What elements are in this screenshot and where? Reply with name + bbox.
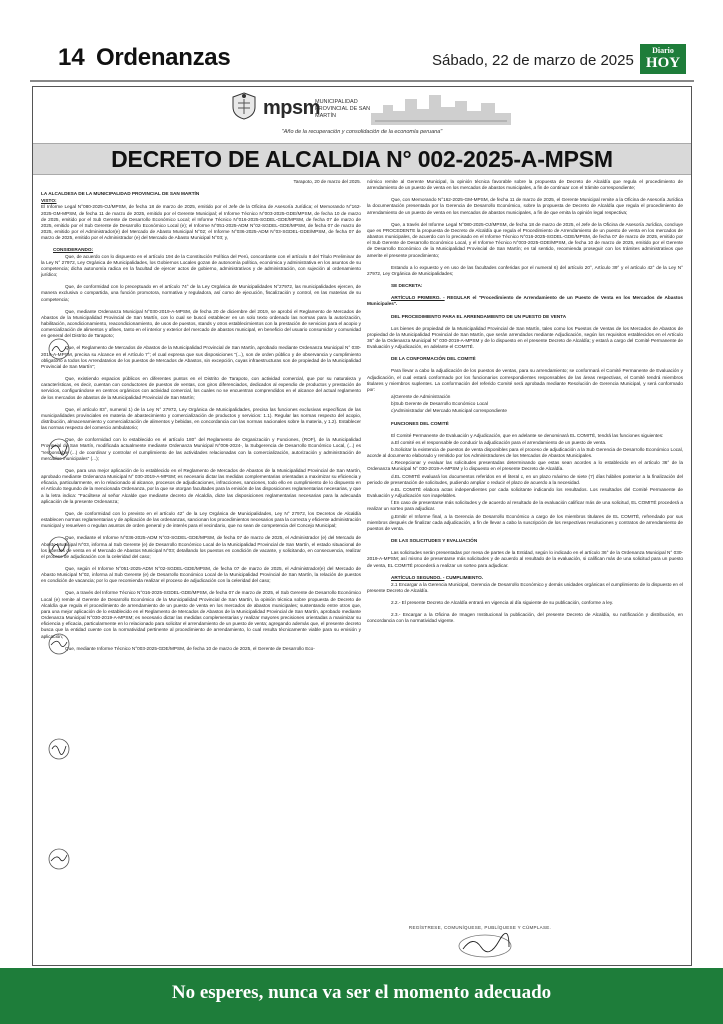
section-title: Ordenanzas xyxy=(96,44,231,71)
decree-title: DECRETO DE ALCALDIA N° 002-2025-A-MPSM xyxy=(111,146,613,172)
date-line: Tarapoto, 20 de marzo del 2025. xyxy=(293,179,361,184)
right-column xyxy=(367,179,683,631)
decree-notice xyxy=(32,86,692,966)
visto-label: VISTO: xyxy=(41,198,57,204)
title-band xyxy=(33,143,691,175)
list-item: b.Solicitar la existencia de puestos de venta disponibles para el proceso de adjudicación a la Sub Gerencia de Desarrollo Económico Local, acorde al documento elaborado y remitido por los Administradores de los Mercados de Abastos Municipales. xyxy=(367,447,683,459)
logo-main-text: HOY xyxy=(645,55,681,71)
paragraph: Que, de conformidad con lo previsto en el artículo 42° de la Ley Orgánica de Municipalidades, Ley N° 27972, los Decretos de Alcaldía establecen normas reglamentarias y de aplicación de las ordenanzas, sancionan los procedimientos necesarios para la correcta y eficiente administración municipal y resuelven o regulan asuntos de orden general y de interés para el vecindario, que no sean de competencia del Concejo Municipal; xyxy=(41,510,361,529)
paragraph: Que, a través del Informe Técnico N°016-2025-SGDEL-GDE/MPSM, de fecha 07 de marzo de 2025, el Sub Gerente de Desarrollo Económico Local (e) remite al Gerente de Desarrollo Económico de la Municipalidad Provincial de San Martín, la opinión técnica sobre propuesta de Decreto de Alcaldía que regula el procedimiento de arrendamiento de un puesto de venta en los mercados de abastos municipales; sustentando entre otros que, para una mejor aplicación de lo establecido en el Reglamento de Mercados de Abastos de la Municipalidad Provincial de San Martín, aprobado mediante Ordenanza Municipal N°030-2019-A-MPSM; es necesario dictar las medidas complementarias y realizar mayores precisiones orientadas a maximizar su eficiencia y eficacia, particularmente en lo relacionado para solicitar el arrendamiento de un puesto de venta; agregando además que, el presente decreto busca que la entidad cuente con la normatividad pertinente al procedimiento de arrendamiento, lo cual resulta técnicamente viable para su emisión y aplicación; xyxy=(41,590,361,639)
list-item: b)Sub Gerente de Desarrollo Económico Local xyxy=(391,401,488,407)
paragraph: Que, con Memorando N°162-2025-GM-MPSM, de fecha 11 de marzo de 2025, el Gerente Municipal remite a la Oficina de Asesoría Jurídica la documentación presentada por la Gerencia de Desarrollo Económico, sobre la propuesta de Decreto de Alcaldía que regula el procedimiento de arrendamiento de un puesto de venta en los mercados de abastos municipales, a fin de que emita la opinión legal respectiva; xyxy=(367,197,683,215)
page-number: 14 xyxy=(58,44,85,71)
paragraph: 2.2.- El presente Decreto de Alcaldía entrará en vigencia al día siguiente de su publicación, conforme a ley. xyxy=(391,600,614,606)
article-one-label: ARTÍCULO PRIMERO. - xyxy=(391,295,445,301)
list-item: f.En caso de presentarse más solicitudes y de acuerdo al resultado de la evaluación calificar más de una solicitud, EL COMITÉ procederá a realizar un sorteo para adjudicar. xyxy=(367,500,683,512)
paragraph: El Informe Legal N°080-2025-OJ/MPSM, de fecha 18 de marzo de 2025, emitido por el Jefe de la Oficina de Asesoría Jurídica; el Memorando N°162-2025-GM-MPSM, de fecha 11 de marzo de 2025, emitido por el Gerente Municipal; el Informe Técnico N°003-2025-GDE/MPSM, de fecha 10 de marzo de 2025, emitido por el Sub Gerente de Desarrollo Económico Local; el Informe Técnico N°016-2025-SGDEL-GDE/MPSM, de fecha 07 de marzo de 2025, emitido por el Sub Gerente de Desarrollo Económico Local (e); el Informe N°051-2025-ADM N°02-SGDEL-GDE/MPSM, de fecha 07 de marzo de 2025, emitido por el Administrador(e) del Mercado de Abasto Municipal N°02; el Informe N°036-2025-ADM N°03-SGDEL-GDE/MPSM, de fecha 07 de marzo de 2025, emitido por el Administrador (e) del Mercado de Abasto Municipal N°03; y, xyxy=(41,204,361,241)
article-one-text: REGULAR el "Procedimiento de Arrendamiento de un Puesto de Venta en los Mercados de Abastos Municipales". xyxy=(367,295,683,307)
paragraph: nómico remite al Gerente Municipal, la opinión técnica favorable sobre la propuesta de Decreto de Alcaldía que regula el procedimiento de arrendamiento de un puesto de venta en los mercados de abastos municipales, a fin de continuar con el trámite correspondiente; xyxy=(367,179,683,191)
left-column xyxy=(41,179,361,658)
stamp-text: REGÍSTRESE, COMUNÍQUESE, PUBLÍQUESE Y CÚMPLASE. xyxy=(408,925,552,930)
article-two xyxy=(367,575,683,581)
list-item: a.El comité es el responsable de conducir la adjudicación para el arrendamiento de un puesto de venta. xyxy=(391,439,607,445)
paragraph: Estando a lo expuesto y en uso de las facultades conferidas por el numeral 6) del artículo 20°, Artículo 39° y el artículo 42° de la Ley N° 27972, Ley Orgánica de Municipalidades; xyxy=(367,264,683,276)
org-acronym: mpsm xyxy=(263,97,320,119)
signature-stamp-icon xyxy=(47,337,71,361)
article-one xyxy=(367,295,683,307)
paragraph: Que, de acuerdo con lo dispuesto en el artículo 194 de la Constitución Política del Perú, concordante con el artículo II del Título Preliminar de la Ley N° 27972, Ley Orgánica de Municipalidades, los Gobiernos Locales gozan de autonomía política, económica y administrativa en los asuntos de su competencia; dicha autonomía radica en la facultad de ejercer actos de gobierno, administrativos y de administración, con sujeción al ordenamiento jurídico; xyxy=(41,253,361,278)
section-heading: FUNCIONES DEL COMITÉ xyxy=(391,420,449,426)
municipal-seal-icon xyxy=(229,91,259,121)
paragraph: Que, existiendo espacios públicos en diferentes puntos en el Distrito de Tarapoto, con actividad comercial, que por su naturaleza y características, es decir, cuentan con conductores de puestos de ventas, con giros diferenciados, dedicados al expendio de productos y prestación de servicios, configurándose en centros orgánicos con actividad comercial, los cuales no se encuentran comprendidos en el alcance del actual reglamento de los mercados de abastos de la Municipalidad Provincial de San Martín; xyxy=(41,376,361,400)
paragraph: Las solicitudes serán presentadas por mesa de partes de la Entidad, según lo indicado en el artículo 36° de la Ordenanza Municipal N° 030-2019-A-MPSM; así mismo de presentarse más solicitudes y de acuerdo al resultado de la evaluación, si califican más de una solicitud para un puesto de venta, EL COMITÉ procederá a realizar un sorteo para adjudicar. xyxy=(367,550,683,568)
list-item: e.EL COMITÉ elabora actas independientes por cada solicitante indicando los resultados. Los resultados del Comité Permanente de Evaluación y Adjudicación son inapelables. xyxy=(367,486,683,499)
header-rule xyxy=(30,80,694,82)
footer-slogan: No esperes, nunca va ser el momento adecuado xyxy=(171,982,552,1003)
paragraph: Que, el artículo 83°, numeral 1) de la Ley N° 27972, Ley Orgánica de Municipalidades, precisa las funciones exclusivas específicas de las municipalidades provinciales en materia de abastecimiento y comercialización de productos y servicios: 1.1). Regular las normas respecto del acopio, distribución, almacenamiento y comercialización de alimentos y bebidas, en concordancia con las normas nacionales sobre la materia, y 1.2). Establecer las normas respecto del comercio ambulatorio; xyxy=(41,406,361,431)
article-two-label: ARTÍCULO SEGUNDO. - xyxy=(391,574,445,580)
signature-stamp-icon xyxy=(47,737,71,761)
city-skyline-icon xyxy=(371,87,511,125)
page-header xyxy=(0,0,723,80)
footer-banner xyxy=(0,968,723,1024)
paragraph: Que, mediante el Informe N°036-2025-ADM N°03-SGDEL-GDE/MPSM, de fecha 07 de marzo de 2025, el Administrador (e) del Mercado de Abasto Municipal N°03, informa al Sub Gerente (e) de Desarrollo Económico Local de la Municipalidad Provincial de San Martín, el estado situacional de los puestos de venta en el Mercado de Abastos Municipal N°03; detallando los puestos en condición de vacante, y solicitando, en consecuencia, realizar el proceso de adjudicación con la celeridad del caso; xyxy=(41,535,361,559)
paragraph: El Comité Permanente de Evaluación y Adjudicación, que en adelante se denominará EL COMITÉ, tendrá las funciones siguientes: xyxy=(391,432,664,438)
paragraph: Los bienes de propiedad de la Municipalidad Provincial de San Martín, tales como los Puestos de Ventas de los Mercados de Abastos de propiedad de la Municipalidad Provincial de San Martín, que serán arrendados mediante Adjudicación, según los requisitos establecidos en el Artículo 36° de la Ordenanza Municipal N° 030-2019-A-MPSM y de lo dispuesto en el presente Decreto de Alcaldía; y estará a cargo del Comité Permanente de Evaluación y Adjudicación, en adelante el COMITÉ. xyxy=(367,325,683,350)
newspaper-logo xyxy=(640,44,686,74)
paragraph: Que, de conformidad con lo preceptuado en el artículo 74° de la Ley Orgánica de Municipalidades N°27972, las municipalidades ejercen, de manera exclusiva o compartida, una función promotora, normativa y reguladora, así como de ejecución, fiscalización y control, en las materias de su competencia; xyxy=(41,284,361,302)
logo-top-text: Diario xyxy=(652,46,674,55)
paragraph: Que, según el Informe N°051-2025-ADM N°02-SGDEL-GDE/MPSM, de fecha 07 de marzo de 2025, el Administrador(e) del Mercado de Abasto Municipal N°02, informa al Sub Gerente (e) de Desarrollo Económico Local de la Municipalidad Provincial de San Martín, la relación de puestos en condición de vacancia; por lo que recomienda realizar el proceso de adjudicación con la celeridad del caso; xyxy=(41,565,361,584)
signature-stamp-icon xyxy=(47,437,71,461)
paragraph: Para llevar a cabo la adjudicación de los puestos de ventas, para su arrendamiento; se conformará el Comité Permanente de Evaluación y Adjudicación, el cual estará conformado por los funcionarios correspondientes responsables de las áreas respectivas, el Comité tendrá miembros titulares y miembros suplentes. La conformación del referido Comité será aprobada mediante Resolución de Gerencia Municipal, y será conformado por: xyxy=(367,368,683,392)
list-item: d.EL COMITÉ evaluará los documentos referidos en el literal c, en un plazo máximo de siete (7) días hábiles posterior a la finalización del periodo de presentación de solicitudes, pudiendo ampliar o reducir el plazo de acuerdo a la necesidad. xyxy=(367,473,683,485)
list-item: c)Administrador del Mercado Municipal correspondiente xyxy=(391,408,507,414)
section-heading: DE LA CONFORMACIÓN DEL COMITÉ xyxy=(391,356,476,362)
heading: LA ALCALDESA DE LA MUNICIPALIDAD PROVINCIAL DE SAN MARTÍN xyxy=(41,191,200,197)
org-fullname: MUNICIPALIDAD PROVINCIAL DE SAN MARTÍN xyxy=(315,99,371,119)
signature-icon xyxy=(455,931,515,959)
signature-stamp-icon xyxy=(47,847,71,871)
signature-stamp-icon xyxy=(47,535,71,559)
paragraph: Que, a través del Informe Legal N°080-2025-OJ/MPSM, de fecha 18 de marzo de 2025, el Jefe de la Oficina de Asesoría Jurídica, concluye que es PROCEDENTE la propuesta de Decreto de Alcaldía que regula el Procedimiento de Arrendamiento de un puesto de venta en los mercados de abastos municipales, de acuerdo con lo precisado en el Informe Técnico N°016-2025-SGDEL-GDE/MPSM, de fecha 07 de marzo de 2025, emitido por el Sub Gerente de Desarrollo Económico Local, y el Informe Técnico N°003-2025-GDE/MPSM, de fecha 10 de marzo de 2025, emitido por el Gerente de Desarrollo Económico de la Municipalidad Provincial de San Martín; en tal sentido, recomienda proseguir con los trámites administrativos que amerite el presente procedimiento; xyxy=(367,221,683,258)
paragraph: Que, para una mejor aplicación de lo establecido en el Reglamento de Mercados de Abastos de la Municipalidad Provincial de San Martín, aprobado mediante Ordenanza Municipal N° 030-2019-A-MPSM; es necesario dictar las medidas complementarias orientadas a maximizar su eficiencia y eficacia, particularmente, en lo relacionado al alcance, procesos de adjudicaciones, infracciones, sanciones, todo ello en cumplimiento de lo dispuesto en el Artículo Segundo de la mencionada Ordenanza, por la que se otorgan facultades para la emisión de las disposiciones reglamentarias necesarias, y que a la letra indica: "Facúltese al señor Alcalde que mediante decreto de Alcaldía, dicte las disposiciones reglamentarias necesarias para la adecuada aplicación de la presente Ordenanza; xyxy=(41,467,361,504)
considerando-label: CONSIDERANDO: xyxy=(53,247,94,253)
list-item: a)Gerente de Administración xyxy=(391,394,451,400)
list-item: g.Emitir el Informe final, a la Gerencia de Desarrollo Económico a cargo de los miembros titulares de EL COMITÉ, refrendado por sus miembros después de finalizar cada adjudicación, a fin de llevar a cabo la suscripción de los respectivas resoluciones y contratos de arrendamiento de puestos de venta. xyxy=(367,513,683,531)
list-item: c.Recepcionar y evaluar las solicitudes presentadas determinando que estas sean acordes a lo establecido en el artículo 36° de la Ordenanza Municipal N° 030-2019-A-MPSM y lo dispuesto en el presente Decreto de Alcaldía. xyxy=(367,460,683,472)
paragraph: Que, mediante Informe Técnico N°003-2025-GDE/MPSM, de fecha 10 de marzo de 2025, el Gerente de Desarrollo Eco- xyxy=(65,645,315,651)
section-heading: DE LAS SOLICITUDES Y EVALUACIÓN xyxy=(391,538,478,544)
section-heading: DEL PROCEDIMIENTO PARA EL ARRENDAMIENTO DE UN PUESTO DE VENTA xyxy=(391,313,567,319)
se-decreta: SE DECRETA: xyxy=(391,283,423,289)
paragraph: 2.3.- Encargar a la Oficina de Imagen Institucional la publicación, del presente Decreto de Alcaldía, su notificación y distribución, en concordancia con la normatividad vigente. xyxy=(367,612,683,624)
signature-stamp-icon xyxy=(47,632,71,656)
article-two-word: CUMPLIMIENTO. xyxy=(445,574,484,580)
paragraph: Que, el Reglamento de Mercados de Abastos de la Municipalidad Provincial de San Martín, aprobado mediante Ordenanza Municipal N° 030-2019-A-MPSM, precisa su Alcance en el Artículo 7°; el cual expresa que sus disposiciones "(...), son de orden público y de observancia y cumplimiento obligatorio a todos los Arrendatarios de los puestos de Mercados de Abastos, sin excepción, cuyas infraestructuras son de propiedad de la Municipalidad Provincial de San Martín"; xyxy=(41,345,361,369)
publication-date: Sábado, 22 de marzo de 2025 xyxy=(432,52,634,69)
paragraph: 2.1 Encargar a la Gerencia Municipal, Gerencia de Desarrollo Económico y demás unidades orgánicas el cumplimiento de lo dispuesto en el presente Decreto de Alcaldía. xyxy=(367,581,683,593)
registration-stamp xyxy=(395,925,565,965)
paragraph: Que, mediante Ordenanza Municipal N°030-2019-A-MPSM, de fecha 20 de diciembre del 2019, se aprobó el Reglamento de Mercados de Abastos de la Municipalidad Provincial de San Martín, con lo cual se buscó establecer en un solo texto ordenado las normas para la autorización, habilitación, acondicionamiento, reacondicionamiento, de usos de puestos, stands y otros establecimientos con la prestación de servicios para el acopio y comercialización de alimentos y afines, tanto en el interior y exterior del mercado de abastos municipal, en beneficio del usuario consumidor y comunidad en general del Distrito de Tarapoto; xyxy=(41,308,361,339)
paragraph: Que, de conformidad con lo establecido en el artículo 180° del Reglamento de Organización y Funciones, (ROF), de la Municipalidad Provincial de San Martín, modificada actualmente mediante Ordenanza Municipal N°006-2024-, la Subgerencia de Desarrollo Económico Local, (...) es "responsable (...) de coordinar y controlar el cumplimiento de las actividades relacionadas con la comercialización, autorización y administración de mercados municipales" (...); xyxy=(41,437,361,461)
year-motto: "Año de la recuperación y consolidación de la economía peruana" xyxy=(281,129,443,135)
